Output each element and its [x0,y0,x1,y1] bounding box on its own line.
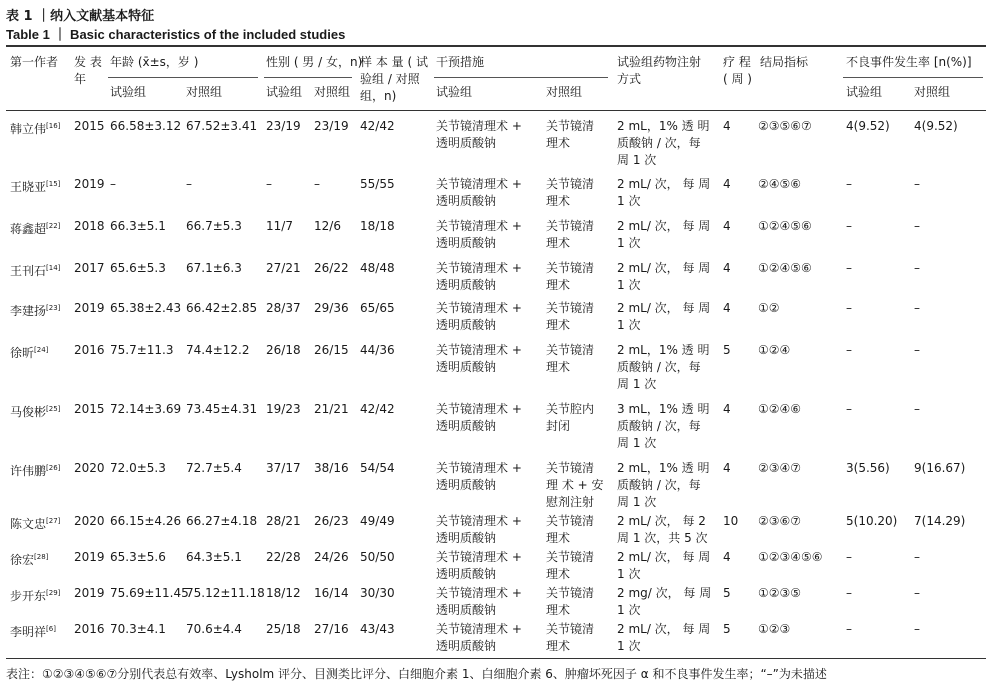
cell-sex-ctrl: 26/23 [314,514,349,528]
cell-dose: 质酸钠 / 次，每 [617,136,701,150]
cell-dose: 质酸钠 / 次，每 [617,360,701,374]
cell-int-ctrl: 关节镜清 [546,550,595,564]
cell-sample: 50/50 [360,550,395,564]
cell-int-ctrl: 关节镜清 [546,461,595,475]
cell-age-test: – [110,177,116,191]
cell-sex-ctrl: 26/22 [314,261,349,275]
cell-sample: 49/49 [360,514,395,528]
table-title-cn: 表 1 ｜纳入文献基本特征 [6,9,155,24]
cell-int-ctrl: 慰剂注射 [546,495,595,509]
author-name: 陈文忠 [10,517,47,531]
cell-int-test: 关节镜清理术 + [436,343,522,357]
sub-rule-int [434,77,608,78]
reference-number: [29] [46,589,61,597]
cell-age-test: 75.7±11.3 [110,343,174,357]
header-outcome: 结局指标 [760,55,809,69]
cell-adv-test: – [846,219,852,233]
header-year: 发 表 [74,55,102,69]
cell-year: 2019 [74,177,105,191]
cell-course: 4 [723,402,731,416]
cell-adv-ctrl: – [914,586,920,600]
header-year: 年 [74,72,87,86]
cell-int-ctrl: 关节镜清 [546,301,595,315]
author-name: 徐宏 [10,553,35,567]
cell-outcome: ②③⑤⑥⑦ [758,119,812,133]
cell-adv-ctrl: – [914,402,920,416]
cell-adv-ctrl: – [914,343,920,357]
cell-int-test: 透明质酸钠 [436,278,497,292]
cell-adv-test: – [846,177,852,191]
cell-sex-test: 11/7 [266,219,293,233]
cell-year: 2019 [74,550,105,564]
cell-dose: 1 次 [617,567,641,581]
cell-age-ctrl: 66.42±2.85 [186,301,258,315]
cell-dose: 2 mg/ 次， 每 周 [617,586,712,600]
cell-sample: 30/30 [360,586,395,600]
cell-dose: 周 1 次 [617,436,657,450]
cell-age-ctrl: 64.3±5.1 [186,550,242,564]
author-name: 王晓亚 [10,180,47,194]
cell-age-ctrl: 66.27±4.18 [186,514,258,528]
cell-dose: 2 mL，1% 透 明 [617,119,710,133]
cell-dose: 2 mL/ 次， 每 周 [617,301,711,315]
header-bottom-rule [6,110,986,111]
cell-dose: 周 1 次 [617,377,657,391]
top-rule [6,45,986,47]
cell-int-test: 关节镜清理术 + [436,301,522,315]
cell-dose: 2 mL/ 次， 每 周 [617,219,711,233]
reference-number: [6] [46,625,56,633]
author-name: 李建扬 [10,304,47,318]
cell-dose: 1 次 [617,603,641,617]
cell-int-test: 关节镜清理术 + [436,261,522,275]
author-name: 韩立伟 [10,122,47,136]
cell-year: 2016 [74,622,105,636]
cell-int-ctrl: 关节腔内 [546,402,595,416]
cell-sex-test: 26/18 [266,343,301,357]
cell-adv-test: 5(10.20) [846,514,898,528]
cell-sex-test: 27/21 [266,261,301,275]
header-sample: 样 本 量 ( 试 [360,55,428,69]
cell-dose: 1 次 [617,278,641,292]
header-intervention: 干预措施 [436,55,485,69]
cell-year: 2015 [74,119,105,133]
cell-int-test: 透明质酸钠 [436,603,497,617]
cell-outcome: ②③⑥⑦ [758,514,802,528]
cell-age-test: 66.58±3.12 [110,119,182,133]
cell-adv-ctrl: 7(14.29) [914,514,966,528]
cell-age-test: 66.15±4.26 [110,514,182,528]
cell-age-test: 70.3±4.1 [110,622,166,636]
cell-age-ctrl: 74.4±12.2 [186,343,250,357]
cell-year: 2017 [74,261,105,275]
cell-adv-test: – [846,550,852,564]
cell-course: 4 [723,177,731,191]
cell-outcome: ①②③ [758,622,791,636]
header-int-ctrl: 对照组 [546,85,583,99]
cell-dose: 1 次 [617,194,641,208]
cell-adv-test: 3(5.56) [846,461,890,475]
cell-int-ctrl: 关节镜清 [546,622,595,636]
cell-int-ctrl: 关节镜清 [546,177,595,191]
cell-course: 5 [723,586,731,600]
cell-outcome: ①② [758,301,780,315]
cell-dose: 2 mL/ 次， 每 周 [617,622,711,636]
cell-age-test: 75.69±11.45 [110,586,189,600]
cell-sex-ctrl: 27/16 [314,622,349,636]
cell-int-test: 透明质酸钠 [436,194,497,208]
author-name: 马俊彬 [10,405,47,419]
cell-sample: 55/55 [360,177,395,191]
cell-sample: 43/43 [360,622,395,636]
cell-year: 2016 [74,343,105,357]
cell-year: 2019 [74,301,105,315]
cell-adv-ctrl: – [914,301,920,315]
cell-adv-ctrl: – [914,261,920,275]
cell-adv-test: – [846,301,852,315]
cell-adv-test: – [846,586,852,600]
cell-adv-test: – [846,261,852,275]
cell-outcome: ①②④⑤⑥ [758,261,812,275]
cell-adv-ctrl: 4(9.52) [914,119,958,133]
cell-outcome: ①②④⑤⑥ [758,219,812,233]
cell-sample: 42/42 [360,402,395,416]
cell-age-ctrl: 66.7±5.3 [186,219,242,233]
cell-sex-test: 22/28 [266,550,301,564]
cell-int-test: 透明质酸钠 [436,419,497,433]
cell-sex-test: 18/12 [266,586,301,600]
cell-outcome: ①②③⑤ [758,586,802,600]
cell-int-test: 关节镜清理术 + [436,514,522,528]
cell-course: 5 [723,343,731,357]
cell-int-test: 透明质酸钠 [436,567,497,581]
cell-adv-test: – [846,622,852,636]
cell-sex-ctrl: 24/26 [314,550,349,564]
cell-sample: 65/65 [360,301,395,315]
cell-int-test: 透明质酸钠 [436,136,497,150]
cell-adv-test: 4(9.52) [846,119,890,133]
cell-dose: 3 mL，1% 透 明 [617,402,710,416]
cell-int-ctrl: 关节镜清 [546,119,595,133]
reference-number: [26] [46,464,61,472]
header-adv-ctrl: 对照组 [914,85,951,99]
cell-age-test: 72.0±5.3 [110,461,166,475]
cell-dose: 质酸钠 / 次，每 [617,478,701,492]
cell-sex-test: – [266,177,272,191]
author-name: 蒋鑫超 [10,222,47,236]
cell-age-ctrl: 67.1±6.3 [186,261,242,275]
cell-adv-ctrl: – [914,177,920,191]
cell-course: 4 [723,301,731,315]
cell-int-ctrl: 关节镜清 [546,586,595,600]
cell-sample: 48/48 [360,261,395,275]
header-adverse: 不良事件发生率 [n(%)] [846,55,972,69]
cell-sex-test: 28/21 [266,514,301,528]
cell-author [10,549,48,569]
cell-dose: 质酸钠 / 次，每 [617,419,701,433]
cell-author [10,513,60,533]
header-adv-test: 试验组 [846,85,883,99]
header-course: ( 周 ) [723,72,752,86]
author-name: 步开东 [10,589,47,603]
header-sex-test: 试验组 [266,85,303,99]
cell-dose: 1 次 [617,236,641,250]
cell-age-ctrl: 67.52±3.41 [186,119,258,133]
cell-dose: 2 mL，1% 透 明 [617,343,710,357]
cell-sex-ctrl: 21/21 [314,402,349,416]
cell-author [10,176,60,196]
sub-rule-age [108,77,258,78]
cell-age-ctrl: 72.7±5.4 [186,461,242,475]
author-name: 许伟鹏 [10,464,47,478]
cell-int-test: 关节镜清理术 + [436,119,522,133]
reference-number: [27] [46,517,61,525]
cell-year: 2019 [74,586,105,600]
cell-course: 10 [723,514,739,528]
sub-rule-sex [264,77,352,78]
cell-sample: 18/18 [360,219,395,233]
reference-number: [16] [46,122,61,130]
cell-int-test: 透明质酸钠 [436,531,497,545]
cell-author [10,460,60,480]
cell-int-test: 关节镜清理术 + [436,622,522,636]
reference-number: [22] [46,222,61,230]
header-age-test: 试验组 [110,85,147,99]
cell-adv-ctrl: – [914,550,920,564]
cell-int-test: 关节镜清理术 + [436,177,522,191]
cell-dose: 周 1 次，共 5 次 [617,531,708,545]
cell-sex-test: 23/19 [266,119,301,133]
cell-course: 4 [723,119,731,133]
cell-int-ctrl: 理术 [546,278,571,292]
cell-int-ctrl: 理术 [546,194,571,208]
cell-int-test: 关节镜清理术 + [436,402,522,416]
cell-author [10,300,60,320]
cell-course: 4 [723,261,731,275]
cell-age-test: 65.38±2.43 [110,301,182,315]
cell-age-test: 65.3±5.6 [110,550,166,564]
cell-sex-ctrl: 16/14 [314,586,349,600]
cell-int-ctrl: 理术 [546,567,571,581]
cell-author [10,118,60,138]
cell-int-ctrl: 关节镜清 [546,343,595,357]
cell-author [10,260,60,280]
cell-int-test: 关节镜清理术 + [436,219,522,233]
cell-dose: 1 次 [617,639,641,653]
cell-adv-test: – [846,343,852,357]
cell-sex-test: 37/17 [266,461,301,475]
cell-age-test: 72.14±3.69 [110,402,182,416]
cell-sex-ctrl: 23/19 [314,119,349,133]
cell-int-ctrl: 关节镜清 [546,261,595,275]
cell-sex-test: 28/37 [266,301,301,315]
cell-int-test: 透明质酸钠 [436,236,497,250]
header-sample: 验组 / 对照 [360,72,420,86]
sub-rule-adv [843,77,983,78]
cell-int-test: 透明质酸钠 [436,360,497,374]
cell-int-ctrl: 封闭 [546,419,571,433]
header-age: 年龄 (x̄±s，岁 ) [110,55,199,69]
cell-age-test: 65.6±5.3 [110,261,166,275]
cell-sex-ctrl: 12/6 [314,219,341,233]
cell-sex-ctrl: 29/36 [314,301,349,315]
cell-outcome: ①②③④⑤⑥ [758,550,823,564]
cell-int-ctrl: 理术 [546,603,571,617]
cell-age-test: 66.3±5.1 [110,219,166,233]
cell-sample: 44/36 [360,343,395,357]
cell-dose: 2 mL/ 次， 每 2 [617,514,706,528]
reference-number: [23] [46,304,61,312]
cell-adv-ctrl: 9(16.67) [914,461,966,475]
cell-int-ctrl: 理 术 + 安 [546,478,604,492]
cell-dose: 2 mL/ 次， 每 周 [617,261,711,275]
cell-course: 4 [723,550,731,564]
cell-int-test: 关节镜清理术 + [436,461,522,475]
cell-course: 4 [723,461,731,475]
cell-outcome: ①②④⑥ [758,402,802,416]
cell-sex-ctrl: 38/16 [314,461,349,475]
cell-year: 2020 [74,514,105,528]
table-note: 表注：①②③④⑤⑥⑦分别代表总有效率、Lysholm 评分、目测类比评分、白细胞介素 1、白细胞介素 6、肿瘤坏死因子 α 和不良事件发生率；“–”为未描述 [6,667,827,681]
cell-adv-ctrl: – [914,622,920,636]
cell-dose: 2 mL，1% 透 明 [617,461,710,475]
cell-int-test: 透明质酸钠 [436,639,497,653]
cell-dose: 周 1 次 [617,153,657,167]
cell-sample: 54/54 [360,461,395,475]
header-course: 疗 程 [723,55,751,69]
cell-outcome: ②③④⑦ [758,461,802,475]
header-age-ctrl: 对照组 [186,85,223,99]
header-author: 第一作者 [10,55,59,69]
reference-number: [14] [46,264,61,272]
cell-int-test: 关节镜清理术 + [436,586,522,600]
cell-course: 5 [723,622,731,636]
cell-author [10,218,60,238]
cell-adv-test: – [846,402,852,416]
reference-number: [28] [34,553,49,561]
cell-age-ctrl: – [186,177,192,191]
cell-outcome: ②④⑤⑥ [758,177,802,191]
cell-int-ctrl: 关节镜清 [546,219,595,233]
header-dose: 试验组药物注射 [617,55,702,69]
cell-int-ctrl: 关节镜清 [546,514,595,528]
header-sex: 性别 ( 男 / 女，n) [266,55,363,69]
bottom-rule [6,658,986,659]
cell-year: 2015 [74,402,105,416]
reference-number: [25] [46,405,61,413]
cell-course: 4 [723,219,731,233]
cell-author [10,585,60,605]
cell-age-ctrl: 75.12±11.18 [186,586,265,600]
cell-int-ctrl: 理术 [546,236,571,250]
cell-sex-test: 25/18 [266,622,301,636]
cell-sex-ctrl: 26/15 [314,343,349,357]
author-name: 徐昕 [10,346,35,360]
cell-int-ctrl: 理术 [546,136,571,150]
header-sex-ctrl: 对照组 [314,85,351,99]
cell-int-ctrl: 理术 [546,318,571,332]
cell-int-ctrl: 理术 [546,360,571,374]
cell-age-ctrl: 73.45±4.31 [186,402,258,416]
cell-dose: 1 次 [617,318,641,332]
cell-author [10,621,56,641]
reference-number: [24] [34,346,49,354]
cell-dose: 2 mL/ 次， 每 周 [617,550,711,564]
table-title-en: Table 1 ｜ Basic characteristics of the included studies [6,27,346,42]
cell-sex-ctrl: – [314,177,320,191]
cell-int-test: 透明质酸钠 [436,318,497,332]
header-sample: 组，n) [360,89,397,103]
cell-int-ctrl: 理术 [546,531,571,545]
cell-year: 2020 [74,461,105,475]
cell-year: 2018 [74,219,105,233]
author-name: 李明祥 [10,625,47,639]
reference-number: [15] [46,180,61,188]
cell-age-ctrl: 70.6±4.4 [186,622,242,636]
cell-dose: 周 1 次 [617,495,657,509]
cell-sex-test: 19/23 [266,402,301,416]
cell-author [10,342,48,362]
cell-sample: 42/42 [360,119,395,133]
cell-int-test: 关节镜清理术 + [436,550,522,564]
cell-int-ctrl: 理术 [546,639,571,653]
header-dose: 方式 [617,72,642,86]
header-int-test: 试验组 [436,85,473,99]
cell-dose: 2 mL/ 次， 每 周 [617,177,711,191]
author-name: 王刊石 [10,264,47,278]
cell-author [10,401,60,421]
cell-outcome: ①②④ [758,343,791,357]
cell-adv-ctrl: – [914,219,920,233]
cell-int-test: 透明质酸钠 [436,478,497,492]
